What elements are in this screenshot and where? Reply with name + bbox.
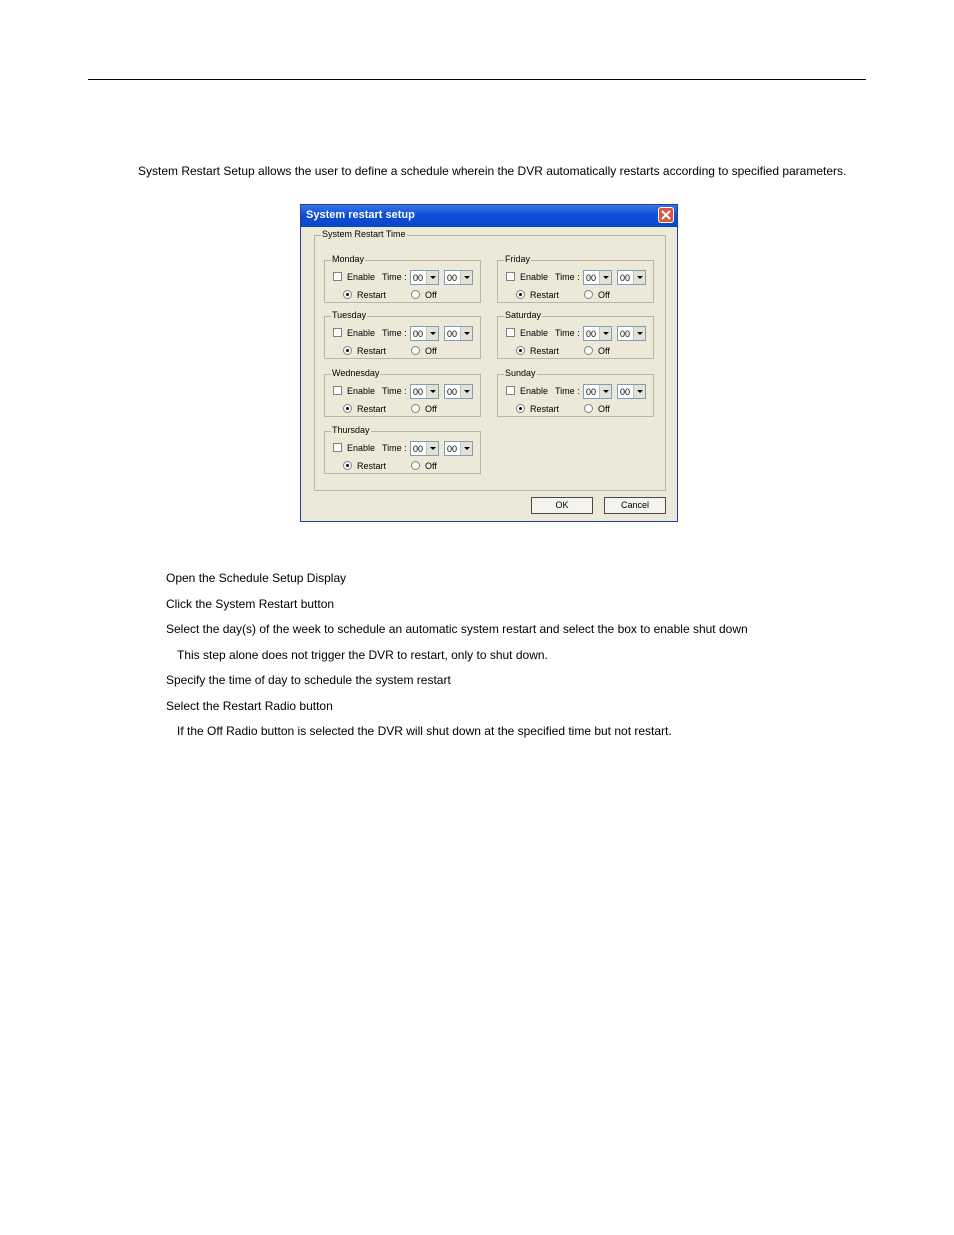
off-label: Off — [425, 461, 437, 471]
enable-checkbox[interactable] — [333, 386, 342, 395]
day-group-5 — [497, 310, 654, 359]
minute-select[interactable] — [444, 384, 473, 399]
off-radio[interactable] — [584, 346, 593, 355]
off-label: Off — [598, 346, 610, 356]
day-name: Tuesday — [332, 310, 367, 320]
enable-label: Enable — [520, 328, 549, 338]
off-radio[interactable] — [584, 290, 593, 299]
enable-checkbox[interactable] — [333, 328, 342, 337]
enable-label: Enable — [347, 386, 376, 396]
system-restart-dialog — [300, 204, 678, 522]
off-radio[interactable] — [411, 346, 420, 355]
enable-checkbox[interactable] — [506, 386, 515, 395]
enable-checkbox[interactable] — [333, 272, 342, 281]
dialog-title: System restart setup — [306, 209, 415, 221]
dialog-body — [301, 227, 677, 521]
hour-value: 00 — [413, 444, 424, 454]
restart-label: Restart — [530, 290, 560, 300]
restart-label: Restart — [530, 346, 560, 356]
off-radio[interactable] — [411, 461, 420, 470]
day-group-3 — [324, 425, 481, 474]
day-name: Monday — [332, 254, 365, 264]
hour-select[interactable] — [410, 441, 439, 456]
day-group-6 — [497, 368, 654, 417]
day-name: Sunday — [505, 368, 536, 378]
chevron-down-icon[interactable] — [460, 385, 472, 398]
time-label: Time : — [555, 386, 580, 396]
time-label: Time : — [382, 443, 407, 453]
step-item: Specify the time of day to schedule the system restart — [166, 673, 451, 687]
hour-value: 00 — [586, 387, 597, 397]
off-label: Off — [425, 404, 437, 414]
group-title: System Restart Time — [322, 229, 406, 239]
header-rule — [88, 79, 866, 80]
chevron-down-icon[interactable] — [426, 442, 438, 455]
hour-value: 00 — [413, 329, 424, 339]
dialog-titlebar — [301, 205, 677, 227]
hour-select[interactable] — [410, 384, 439, 399]
restart-radio[interactable] — [343, 404, 352, 413]
restart-radio[interactable] — [343, 290, 352, 299]
step-item: Click the System Restart button — [166, 597, 335, 611]
chevron-down-icon[interactable] — [460, 271, 472, 284]
chevron-down-icon[interactable] — [460, 327, 472, 340]
hour-value: 00 — [413, 387, 424, 397]
time-label: Time : — [382, 272, 407, 282]
minute-value: 00 — [620, 273, 631, 283]
chevron-down-icon[interactable] — [633, 271, 645, 284]
chevron-down-icon[interactable] — [633, 385, 645, 398]
chevron-down-icon[interactable] — [426, 385, 438, 398]
minute-select[interactable] — [617, 384, 646, 399]
time-label: Time : — [555, 272, 580, 282]
minute-value: 00 — [620, 329, 631, 339]
off-label: Off — [425, 346, 437, 356]
restart-radio[interactable] — [343, 346, 352, 355]
minute-value: 00 — [447, 273, 458, 283]
off-label: Off — [598, 290, 610, 300]
restart-label: Restart — [357, 461, 387, 471]
restart-radio[interactable] — [516, 346, 525, 355]
hour-value: 00 — [586, 329, 597, 339]
chevron-down-icon[interactable] — [633, 327, 645, 340]
hour-select[interactable] — [410, 270, 439, 285]
chevron-down-icon[interactable] — [426, 327, 438, 340]
system-restart-time-group — [314, 229, 666, 491]
hour-select[interactable] — [583, 384, 612, 399]
chevron-down-icon[interactable] — [460, 442, 472, 455]
hour-select[interactable] — [583, 326, 612, 341]
enable-label: Enable — [520, 386, 549, 396]
day-group-4 — [497, 254, 654, 303]
time-label: Time : — [382, 386, 407, 396]
day-group-1 — [324, 310, 481, 359]
enable-label: Enable — [347, 443, 376, 453]
off-radio[interactable] — [584, 404, 593, 413]
close-icon — [661, 210, 671, 220]
restart-label: Restart — [357, 404, 387, 414]
restart-label: Restart — [357, 346, 387, 356]
step-item: Select the Restart Radio button — [166, 699, 333, 713]
day-name: Friday — [505, 254, 531, 264]
off-radio[interactable] — [411, 290, 420, 299]
time-label: Time : — [382, 328, 407, 338]
hour-select[interactable] — [410, 326, 439, 341]
off-label: Off — [425, 290, 437, 300]
chevron-down-icon[interactable] — [426, 271, 438, 284]
minute-select[interactable] — [444, 326, 473, 341]
restart-radio[interactable] — [343, 461, 352, 470]
enable-checkbox[interactable] — [506, 328, 515, 337]
hour-select[interactable] — [583, 270, 612, 285]
enable-label: Enable — [347, 328, 376, 338]
minute-select[interactable] — [444, 441, 473, 456]
day-group-0 — [324, 254, 481, 303]
intro-text: System Restart Setup allows the user to define a schedule wherein the DVR automatically restarts according to specified parameters. — [138, 164, 847, 178]
step-item: Open the Schedule Setup Display — [166, 571, 347, 585]
step-item: Select the day(s) of the week to schedule an automatic system restart and select the box to enable shut down — [166, 622, 748, 636]
enable-checkbox[interactable] — [506, 272, 515, 281]
restart-radio[interactable] — [516, 290, 525, 299]
close-button[interactable] — [658, 207, 674, 223]
restart-label: Restart — [530, 404, 560, 414]
minute-value: 00 — [447, 444, 458, 454]
enable-label: Enable — [520, 272, 549, 282]
minute-select[interactable] — [617, 270, 646, 285]
ok-button[interactable]: OK — [531, 497, 593, 514]
minute-select[interactable] — [617, 326, 646, 341]
enable-checkbox[interactable] — [333, 443, 342, 452]
chevron-down-icon[interactable] — [599, 271, 611, 284]
step-note: If the Off Radio button is selected the DVR will shut down at the specified time but not restart. — [177, 724, 672, 738]
minute-value: 00 — [620, 387, 631, 397]
time-label: Time : — [555, 328, 580, 338]
off-radio[interactable] — [411, 404, 420, 413]
restart-radio[interactable] — [516, 404, 525, 413]
chevron-down-icon[interactable] — [599, 327, 611, 340]
day-name: Wednesday — [332, 368, 380, 378]
restart-label: Restart — [357, 290, 387, 300]
day-group-2 — [324, 368, 481, 417]
day-name: Thursday — [332, 425, 370, 435]
day-name: Saturday — [505, 310, 542, 320]
minute-select[interactable] — [444, 270, 473, 285]
chevron-down-icon[interactable] — [599, 385, 611, 398]
hour-value: 00 — [586, 273, 597, 283]
minute-value: 00 — [447, 329, 458, 339]
cancel-button[interactable]: Cancel — [604, 497, 666, 514]
off-label: Off — [598, 404, 610, 414]
hour-value: 00 — [413, 273, 424, 283]
enable-label: Enable — [347, 272, 376, 282]
minute-value: 00 — [447, 387, 458, 397]
step-note: This step alone does not trigger the DVR to restart, only to shut down. — [177, 648, 548, 662]
